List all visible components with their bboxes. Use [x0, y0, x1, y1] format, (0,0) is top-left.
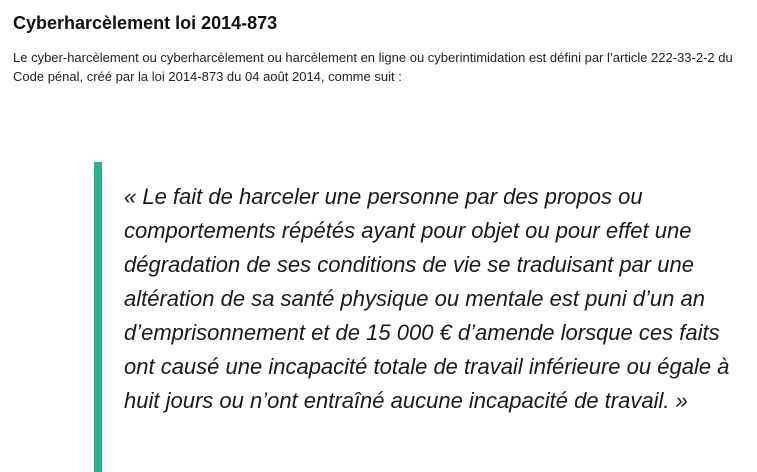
article-title: Cyberharcèlement loi 2014-873 — [13, 13, 278, 33]
legal-quote — [94, 162, 744, 472]
quote-accent-bar — [94, 162, 102, 472]
article-intro: Le cyber-harcèlement ou cyberharcèlement ou harcèlement en ligne ou cyberintimidation est défini par l’article 222-33-2-2 du Code pénal, créé par la loi 2014-873 du 04 août 2014, comme suit : — [13, 50, 733, 84]
quote-text: « Le fait de harceler une personne par des propos ou comportements répétés ayant pour objet ou pour effet une dégradation de ses conditions de vie se traduisant par une altération de sa santé physique ou mentale est puni d’un an d’emprisonnement et de 15 000 € d’amende lorsque ces faits ont causé une incapacité totale de travail inférieure ou égale à huit jours ou n’ont entraîné aucune incapacité de travail. » — [124, 184, 730, 413]
